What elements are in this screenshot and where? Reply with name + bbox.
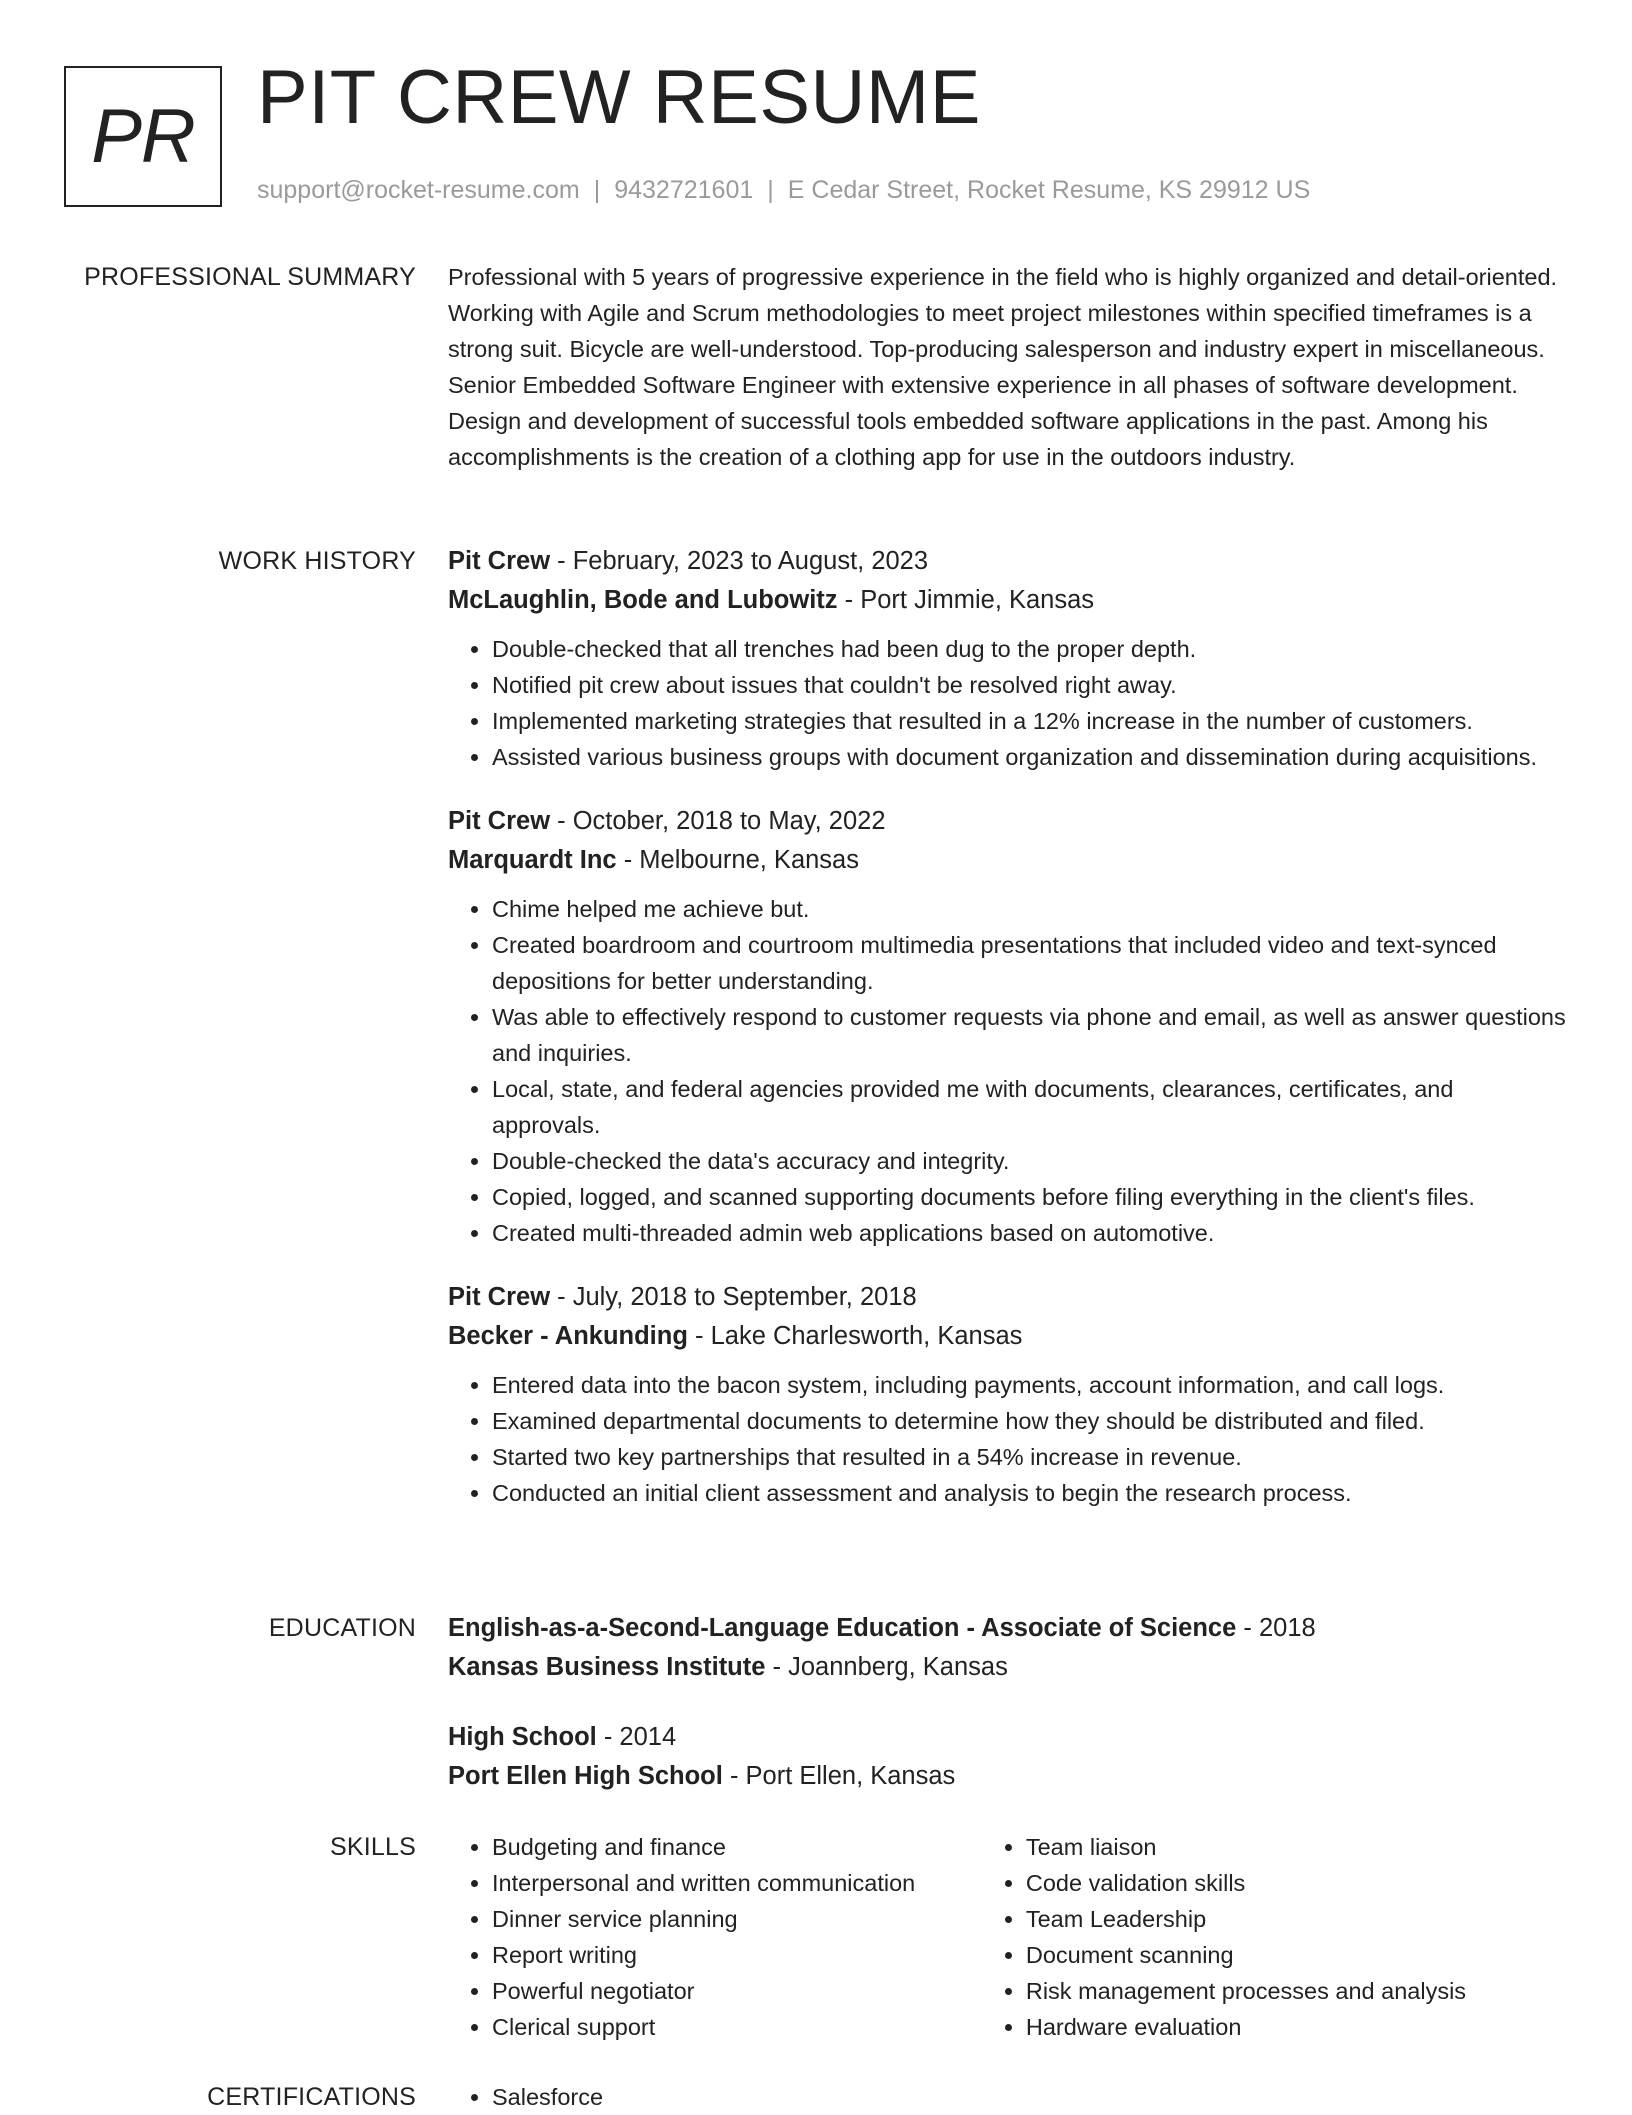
job-company-line [448,581,1568,620]
job-entry [448,802,1568,1251]
job-company-line [448,1317,1568,1356]
job-entry [448,1278,1568,1511]
skill-item: • Report writing [492,1937,982,1973]
job-bullet: • Created multi-threaded admin web applications based on automotive. [492,1215,1568,1251]
job-company: Becker - Ankunding [448,1322,688,1350]
job-bullet: • Conducted an initial client assessment and analysis to begin the research process. [492,1475,1568,1511]
job-bullet: • Created boardroom and courtroom multimedia presentations that included video and text-synced depositions for better understanding. [492,927,1568,999]
skill-item: • Powerful negotiator [492,1973,982,2009]
education-year: - 2014 [596,1723,677,1751]
job-bullets [448,891,1568,1251]
skill-item: • Interpersonal and written communication [492,1865,982,1901]
job-bullet: • Notified pit crew about issues that couldn't be resolved right away. [492,667,1568,703]
skill-item: • Budgeting and finance [492,1829,982,1865]
job-title-line [448,542,1568,581]
skills-list-right [982,1829,1568,2045]
summary-text: Professional with 5 years of progressive experience in the field who is highly organized and detail-oriented. Working with Agile and Scrum methodologies to meet project milestones within specified timeframes is a strong suit. Bicycle are well-understood. Top-producing salesperson and industry expert in miscellaneous. Senior Embedded Software Engineer with extensive experience in all phases of software development. Design and development of successful tools embedded software applications in the past. Among his accomplishments is the creation of a clothing app for use in the outdoors industry. [448,264,1558,470]
education-school-line [448,1757,1568,1796]
work-history-label: WORK HISTORY [218,547,416,575]
education-school-line [448,1648,1568,1687]
skill-item: • Code validation skills [1026,1865,1568,1901]
job-bullet: • Implemented marketing strategies that resulted in a 12% increase in the number of customers. [492,703,1568,739]
skills-label: SKILLS [330,1833,416,1861]
job-bullet: • Double-checked that all trenches had been dug to the proper depth. [492,631,1568,667]
education-location: - Joannberg, Kansas [765,1653,1008,1681]
contact-line [257,176,1310,205]
job-bullet: • Copied, logged, and scanned supporting documents before filing everything in the client's files. [492,1179,1568,1215]
skills-list-left [448,1829,982,2045]
job-title: Pit Crew [448,547,551,575]
job-company: McLaughlin, Bode and Lubowitz [448,586,838,614]
skill-item: • Document scanning [1026,1937,1568,1973]
job-bullet: • Was able to effectively respond to customer requests via phone and email, as well as answer questions and inquiries. [492,999,1568,1071]
job-bullet: • Assisted various business groups with document organization and dissemination during acquisitions. [492,739,1568,775]
contact-separator: | [593,176,601,204]
certification-item: • Salesforce [492,2079,1568,2115]
job-location: - Lake Charlesworth, Kansas [687,1322,1023,1350]
education-degree-line [448,1609,1568,1648]
job-bullet: • Started two key partnerships that resulted in a 54% increase in revenue. [492,1439,1568,1475]
contact-phone: 9432721601 [614,176,754,204]
job-dates: - February, 2023 to August, 2023 [550,547,929,575]
education-degree: English-as-a-Second-Language Education - Associate of Science [448,1614,1237,1642]
job-location: - Port Jimmie, Kansas [837,586,1095,614]
education-label: EDUCATION [268,1614,416,1642]
job-bullets [448,1367,1568,1511]
job-title: Pit Crew [448,807,551,835]
job-bullet: • Double-checked the data's accuracy and integrity. [492,1143,1568,1179]
job-title: Pit Crew [448,1283,551,1311]
education-entry [448,1609,1568,1687]
job-bullet: • Entered data into the bacon system, including payments, account information, and call logs. [492,1367,1568,1403]
certifications-list [448,2079,1568,2115]
job-company: Marquardt Inc [448,846,617,874]
job-location: - Melbourne, Kansas [616,846,859,874]
education-entry [448,1718,1568,1796]
contact-email: support@rocket-resume.com [257,176,580,204]
education-year: - 2018 [1236,1614,1316,1642]
job-bullets [448,631,1568,775]
education-degree: High School [448,1723,597,1751]
monogram-badge [64,66,222,207]
job-title-line [448,802,1568,841]
summary-label: PROFESSIONAL SUMMARY [84,263,416,291]
skill-item: • Risk management processes and analysis [1026,1973,1568,2009]
contact-address: E Cedar Street, Rocket Resume, KS 29912 US [787,176,1311,204]
skill-item: • Team liaison [1026,1829,1568,1865]
education-school: Port Ellen High School [448,1762,723,1790]
job-bullet: • Chime helped me achieve but. [492,891,1568,927]
job-title-line [448,1278,1568,1317]
job-company-line [448,841,1568,880]
education-school: Kansas Business Institute [448,1653,766,1681]
job-bullet: • Examined departmental documents to determine how they should be distributed and filed. [492,1403,1568,1439]
certifications-label: CERTIFICATIONS [207,2083,416,2111]
job-entry [448,542,1568,775]
skill-item: • Clerical support [492,2009,982,2045]
job-dates: - October, 2018 to May, 2022 [550,807,886,835]
education-degree-line [448,1718,1568,1757]
job-bullet: • Local, state, and federal agencies provided me with documents, clearances, certificates, and approvals. [492,1071,1568,1143]
resume-title: PIT CREW RESUME [257,55,981,140]
skill-item: • Dinner service planning [492,1901,982,1937]
job-dates: - July, 2018 to September, 2018 [550,1283,917,1311]
skill-item: • Team Leadership [1026,1901,1568,1937]
skill-item: • Hardware evaluation [1026,2009,1568,2045]
education-location: - Port Ellen, Kansas [722,1762,956,1790]
monogram-text: PR [91,93,195,179]
contact-separator: | [767,176,774,204]
